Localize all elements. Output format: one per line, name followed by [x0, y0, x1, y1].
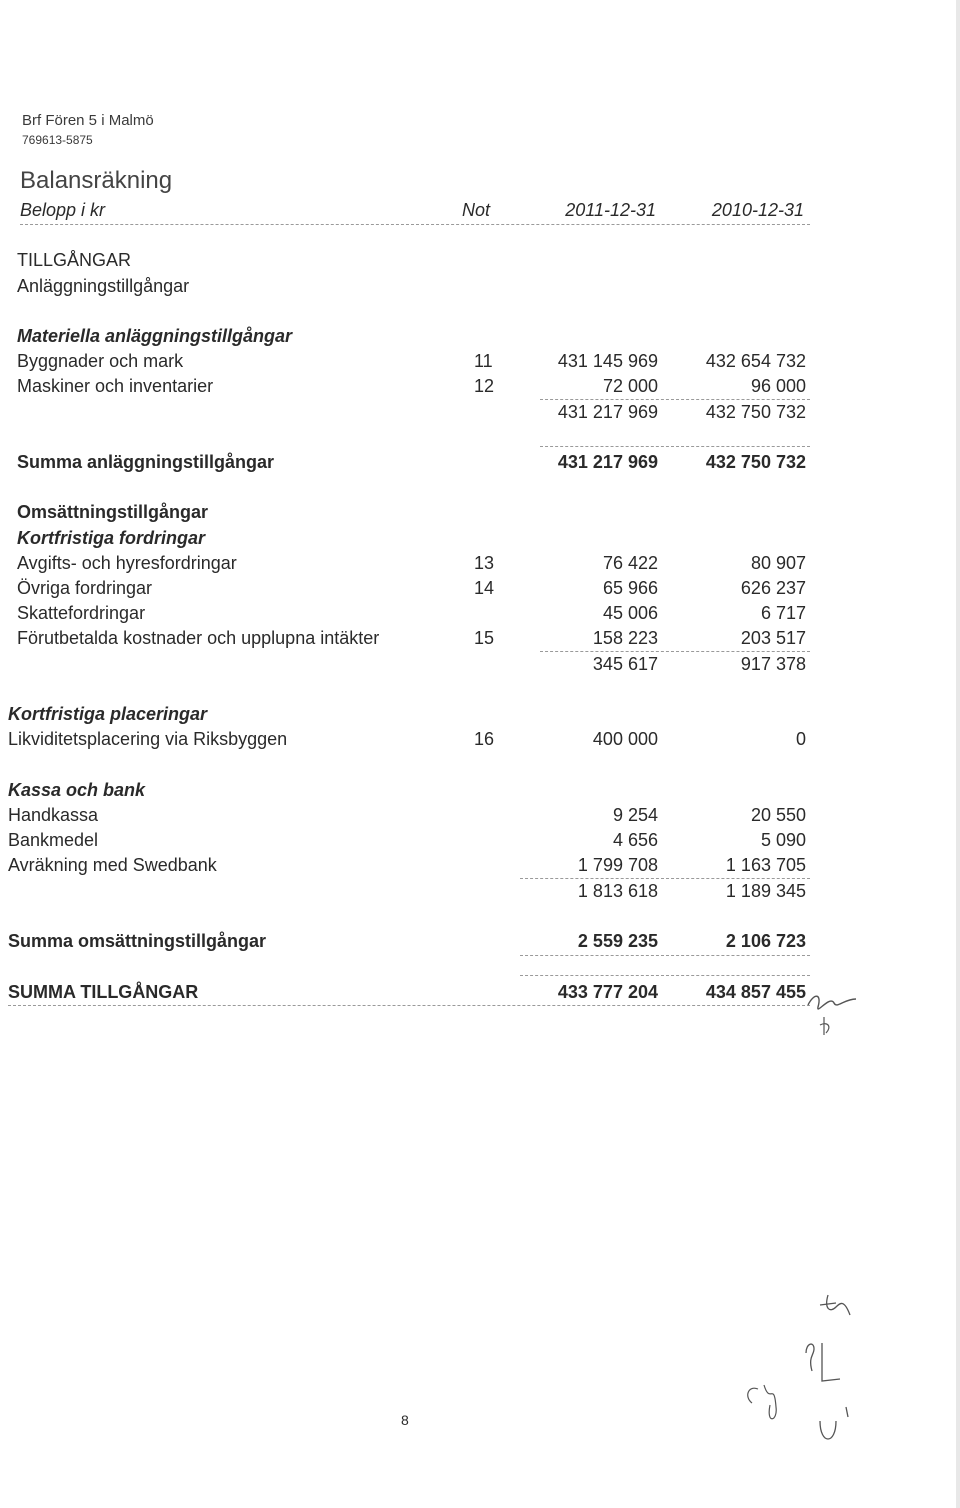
row-note: 11 [474, 351, 493, 371]
sum-rule [540, 446, 810, 447]
sum-rule [520, 975, 810, 976]
row-label: Förutbetalda kostnader och upplupna intäkter [17, 628, 380, 648]
sum-fixed-current: 431 217 969 [557, 452, 658, 472]
sum-current-previous: 2 106 723 [725, 931, 806, 951]
row-label: Avräkning med Swedbank [8, 855, 217, 875]
row-current: 72 000 [602, 376, 658, 396]
sum-rule [520, 955, 810, 956]
short-receivables-heading: Kortfristiga fordringar [17, 528, 206, 548]
row-previous: 80 907 [750, 553, 806, 573]
row-label: Avgifts- och hyresfordringar [17, 553, 237, 573]
cash-subtotal-previous: 1 189 345 [725, 881, 806, 901]
row-previous: 0 [795, 729, 806, 749]
note-column-header: Not [462, 200, 491, 220]
fixed-assets-heading: Anläggningstillgångar [17, 276, 190, 296]
row-previous: 432 654 732 [705, 351, 806, 371]
handwritten-initials-icon [800, 985, 870, 1045]
row-note: 14 [474, 578, 495, 598]
tangible-fixed-heading: Materiella anläggningstillgångar [17, 326, 293, 346]
tangible-subtotal-current: 431 217 969 [557, 402, 658, 422]
assets-heading: TILLGÅNGAR [17, 250, 132, 270]
row-current: 76 422 [602, 553, 658, 573]
page-edge-shadow [956, 0, 960, 1508]
sum-current-current: 2 559 235 [577, 931, 658, 951]
row-note: 12 [474, 376, 495, 396]
row-current: 431 145 969 [557, 351, 658, 371]
tangible-subtotal-previous: 432 750 732 [705, 402, 806, 422]
sum-fixed-label: Summa anläggningstillgångar [17, 452, 275, 472]
row-note: 16 [474, 729, 495, 749]
row-current: 158 223 [592, 628, 658, 648]
subtotal-rule [520, 878, 810, 879]
subtotal-rule [540, 399, 810, 400]
row-current: 400 000 [592, 729, 658, 749]
page-number: 8 [401, 1412, 409, 1428]
row-previous: 20 550 [750, 805, 806, 825]
current-assets-heading: Omsättningstillgångar [17, 502, 209, 522]
sum-assets-previous: 434 857 455 [705, 982, 806, 1002]
row-label: Byggnader och mark [17, 351, 184, 371]
row-note: 13 [474, 553, 495, 573]
page-title: Balansräkning [20, 167, 173, 194]
company-name: Brf Fören 5 i Malmö [22, 112, 154, 129]
row-current: 45 006 [602, 603, 658, 623]
row-previous: 5 090 [760, 830, 806, 850]
row-previous: 203 517 [740, 628, 806, 648]
cash-bank-heading: Kassa och bank [8, 780, 146, 800]
row-label: Maskiner och inventarier [17, 376, 214, 396]
row-current: 4 656 [612, 830, 658, 850]
row-label: Handkassa [8, 805, 99, 825]
org-number: 769613-5875 [22, 133, 93, 147]
header-rule [20, 224, 810, 225]
subtotal-rule [540, 651, 810, 652]
previous-year-header: 2010-12-31 [711, 200, 804, 220]
handwritten-signatures-icon [740, 1285, 880, 1465]
row-previous: 626 237 [740, 578, 806, 598]
row-previous: 96 000 [750, 376, 806, 396]
row-current: 65 966 [602, 578, 658, 598]
sum-assets-label: SUMMA TILLGÅNGAR [8, 982, 199, 1002]
row-label: Övriga fordringar [17, 578, 153, 598]
short-investments-heading: Kortfristiga placeringar [8, 704, 208, 724]
row-label: Bankmedel [8, 830, 99, 850]
row-previous: 6 717 [760, 603, 806, 623]
row-previous: 1 163 705 [725, 855, 806, 875]
row-current: 9 254 [612, 805, 658, 825]
row-label: Skattefordringar [17, 603, 146, 623]
sum-fixed-previous: 432 750 732 [705, 452, 806, 472]
total-rule [8, 1005, 810, 1006]
row-note: 15 [474, 628, 495, 648]
receivables-subtotal-previous: 917 378 [740, 654, 806, 674]
receivables-subtotal-current: 345 617 [592, 654, 658, 674]
current-year-header: 2011-12-31 [565, 200, 656, 220]
cash-subtotal-current: 1 813 618 [577, 881, 658, 901]
sum-current-label: Summa omsättningstillgångar [8, 931, 267, 951]
row-current: 1 799 708 [577, 855, 658, 875]
row-label: Likviditetsplacering via Riksbyggen [8, 729, 288, 749]
sum-assets-current: 433 777 204 [557, 982, 658, 1002]
amount-unit-label: Belopp i kr [20, 200, 106, 220]
